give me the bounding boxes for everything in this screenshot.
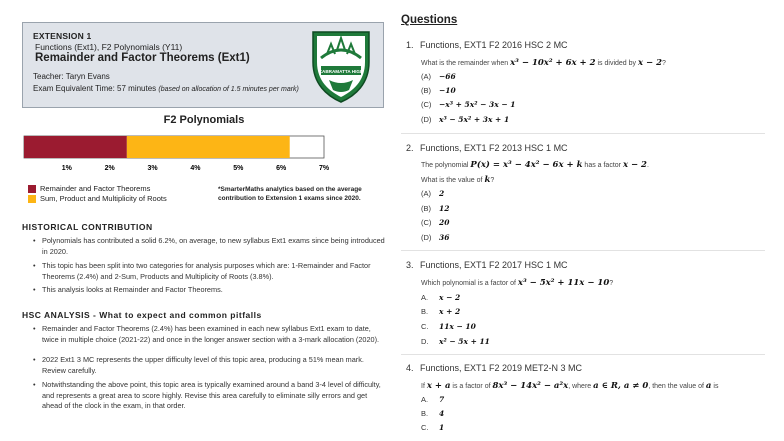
answer-option[interactable]: A. x − 2 [421, 293, 461, 302]
school-crest-logo [305, 28, 377, 104]
question-text: What is the remainder when x³ − 10x² + 6x + 2 is divided by x − 2? [421, 58, 666, 68]
historical-heading: HISTORICAL CONTRIBUTION [22, 222, 153, 232]
stacked-bar-chart [14, 130, 344, 178]
question-text: The polynomial P(x) = x³ − 4x² − 6x + k has a factor x − 2. [421, 160, 649, 170]
question-text: What is the value of k? [421, 175, 495, 185]
x-tick-label: 5% [233, 165, 244, 172]
chart-title: F2 Polynomials [163, 114, 245, 126]
answer-option[interactable]: (C) −x³ + 5x² − 3x − 1 [421, 100, 516, 109]
teacher-label: Teacher: Taryn Evans [33, 72, 110, 81]
hsc-analysis-item: • Remainder and Factor Theorems (2.4%) has been examined in each new syllabus Ext1 exam to date, twice in multiple choice (2021-22) and once in the longer answer section with a 3-mark allocation (2020). [42, 324, 387, 345]
legend-item-sum-product [28, 194, 167, 203]
answer-option[interactable]: (B) 12 [421, 204, 450, 213]
question-title: 4. Functions, EXT1 F2 2019 MET2-N 3 MC [406, 363, 583, 373]
x-tick-label: 6% [276, 165, 287, 172]
hsc-analysis-item: • Notwithstanding the above point, this topic area is typically examined around a band 3-4 level of difficulty, and represents a great area to score highly. Revise this area carefully to eliminate silly errors and get ahead of the clock in the exam, in that order. [42, 380, 387, 412]
questions-heading: Questions [401, 14, 458, 26]
question-text: Which polynomial is a factor of x³ − 5x² + 11x − 10? [421, 278, 614, 288]
x-tick-label: 4% [190, 165, 201, 172]
bar-segment-remainder [24, 136, 127, 158]
answer-option[interactable]: (A) −66 [421, 72, 456, 81]
question-title: 1. Functions, EXT1 F2 2016 HSC 2 MC [406, 40, 568, 50]
question-text: If x + a is a factor of 8x³ − 14x² − a²x, where a ∈ R, a ≠ 0, then the value of a is [421, 381, 719, 391]
topic-title: Remainder and Factor Theorems (Ext1) [35, 52, 250, 64]
legend-label-sum-product: Sum, Product and Multiplicity of Roots [40, 194, 167, 203]
answer-option[interactable]: (D) x³ − 5x² + 3x + 1 [421, 115, 510, 124]
x-tick-label: 1% [61, 165, 72, 172]
hsc-analysis-item: • 2022 Ext1 3 MC represents the upper difficulty level of this topic area, producing a 51% mean mark. Review carefully. [42, 355, 387, 376]
answer-option[interactable]: (B) −10 [421, 86, 456, 95]
legend-item-remainder [28, 184, 150, 193]
historical-item: • This analysis looks at Remainder and Factor Theorems. [42, 285, 387, 296]
question-title: 3. Functions, EXT1 F2 2017 HSC 1 MC [406, 260, 568, 270]
answer-option[interactable]: C. 1 [421, 423, 445, 432]
x-tick-label: 3% [147, 165, 158, 172]
crest-motto: CABRAMATTA HIGH [318, 69, 364, 74]
question-divider [401, 354, 765, 355]
historical-item: • This topic has been split into two categories for analysis purposes which are: 1-Remainder and Factor Theorems (2.4%) and 2-Sum, Products and Multiplicity of Roots (3.8%). [42, 261, 387, 282]
historical-item: • Polynomials has contributed a solid 6.2%, on average, to new syllabus Ext1 exams since being introduced in 2020. [42, 236, 387, 257]
answer-option[interactable]: (A) 2 [421, 189, 445, 198]
answer-option[interactable]: (D) 36 [421, 233, 450, 242]
x-tick-label: 7% [318, 165, 330, 172]
bar-segment-sum-product [127, 136, 290, 158]
question-divider [401, 133, 765, 134]
answer-option[interactable]: D. x² − 5x + 11 [421, 337, 490, 346]
legend-swatch-remainder [28, 185, 36, 193]
legend-swatch-sum-product [28, 195, 36, 203]
extension-label: EXTENSION 1 [33, 31, 92, 41]
answer-option[interactable]: C. 11x − 10 [421, 322, 476, 331]
legend-label-remainder: Remainder and Factor Theorems [40, 184, 151, 193]
x-tick-label: 2% [104, 165, 115, 172]
question-divider [401, 250, 765, 251]
answer-option[interactable]: (C) 20 [421, 218, 450, 227]
exam-time-label: Exam Equivalent Time: 57 minutes (based on allocation of 1.5 minutes per mark) [33, 84, 299, 93]
analytics-note: *SmarterMaths analytics based on the average contribution to Extension 1 exams since 2020. [218, 186, 362, 202]
question-title: 2. Functions, EXT1 F2 2013 HSC 1 MC [406, 143, 568, 153]
answer-option[interactable]: B. 4 [421, 409, 445, 418]
course-label: Functions (Ext1), F2 Polynomials (Y11) [35, 42, 183, 52]
answer-option[interactable]: A. 7 [421, 395, 445, 404]
answer-option[interactable]: B. x + 2 [421, 307, 461, 316]
hsc-analysis-heading: HSC ANALYSIS - What to expect and common pitfalls [22, 310, 262, 320]
